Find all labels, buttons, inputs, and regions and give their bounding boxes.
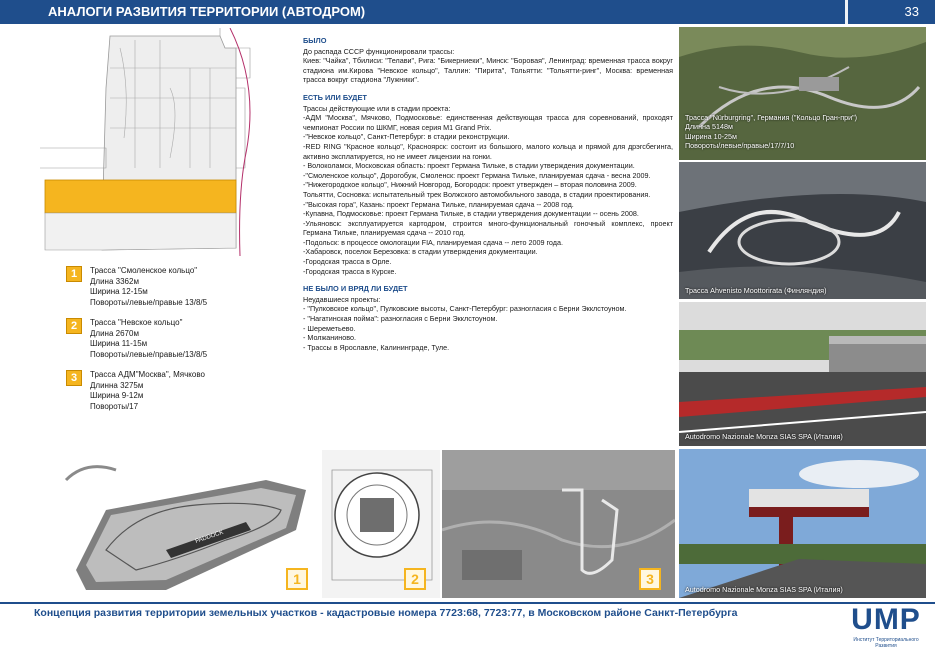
track-drawing xyxy=(46,450,318,598)
image-badge: 2 xyxy=(404,568,426,590)
legend-line: Длина 3362м xyxy=(90,276,139,286)
legend-line: Длина 2670м xyxy=(90,328,139,338)
section-line: -АДМ "Москва", Мячково, Подмосковье: единственная действующая трасса для соревнований, проходят чемпионат России по ШКМГ, новая серия M1 Grand Prix. xyxy=(303,113,673,132)
header-bar xyxy=(0,0,935,24)
company-logo xyxy=(842,603,930,657)
section-line: -"Невское кольцо", Санкт-Петербург: в стадии реконструкции. xyxy=(303,132,510,142)
text-column xyxy=(303,36,673,360)
grandstand-image xyxy=(679,302,926,446)
image-badge: 3 xyxy=(639,568,661,590)
section-line: Тольятти, Сосновка: испытательный трек Волжского автомобильного завода, в стадии проектирования. xyxy=(303,189,651,199)
section-line: - Трассы в Ярославле, Калининграде, Туле. xyxy=(303,342,450,352)
legend-item xyxy=(66,266,286,308)
section-line: -"Нижегородское кольцо", Нижний Новгород, Богородск: проект утвержден – вторая половина 2009. xyxy=(303,180,637,190)
photo-caption: Autodromo Nazionale Monza SIAS SPA (Италия) xyxy=(685,585,843,594)
section-line: -Ульяновск: эксплуатируется картодром, строится много-функциональный гоночный комплекс, проект Германа Тильке, планируемая сдача -- 2010 год. xyxy=(303,218,673,238)
track-image xyxy=(679,449,926,598)
legend-name: Трасса "Невское кольцо" xyxy=(90,318,183,327)
section-title: НЕ БЫЛО И ВРЯД ЛИ БУДЕТ xyxy=(303,284,408,294)
legend-line: Ширина 11-15м xyxy=(90,339,148,348)
photo-ahvenisto xyxy=(679,162,926,299)
photo-monza-1 xyxy=(679,302,926,446)
track-plan-nevsky xyxy=(322,450,440,598)
legend-line: Повороты/левые/правые 13/8/5 xyxy=(90,297,208,307)
photo-caption xyxy=(685,113,857,151)
photo-monza-2 xyxy=(679,449,926,598)
section-line: - Волоколамск, Московская область: проект Германа Тильке, в стадии утверждения документации. xyxy=(303,161,635,171)
section-line: -RED RING "Красное кольцо", Красноярск: состоит из большого, малого кольца и прямой для дрэгсбегинга, активно эксплатируется, но не имеет лицензии на гонки. xyxy=(303,141,673,161)
logo-mark: UMP xyxy=(851,603,921,636)
legend-badge: 1 xyxy=(66,266,82,282)
aerial-image xyxy=(679,162,926,299)
section-line: -"Смоленское кольцо", Дорогобуж, Смоленск: проект Германа Тильке, планируемая сдача - весна 2009. xyxy=(303,170,651,180)
caption-line: Повороты/левые/правые/17/7/10 xyxy=(685,141,795,151)
legend-line: Ширина 12-15м xyxy=(90,287,148,296)
track-legend xyxy=(66,266,286,422)
caption-line: Трасса "Nürburgring", Германия ("Кольцо Гран-при") xyxy=(685,113,858,122)
section-line: Киев: "Чайка", Тбилиси: "Телави", Рига: "Бикерниеки", Минск: "Боровая", Ленинград: временная трасса вокруг стадиона им.Кирова "Невское кольцо", Таллин: "Пирита", Тольятти: "Тольятти-ринг", Москва: временная трасса вокруг стадиона "Лужники". xyxy=(303,56,673,85)
photo-nurburgring xyxy=(679,27,926,160)
page-title: АНАЛОГИ РАЗВИТИЯ ТЕРРИТОРИИ (АВТОДРОМ) xyxy=(0,0,845,24)
section-is xyxy=(303,93,673,276)
photo-caption: Трасса Ahvenisto Moottorirata (Финляндия) xyxy=(685,286,827,295)
track-plan-smolensk xyxy=(46,450,318,598)
legend-line: Длинна 3275м xyxy=(90,380,144,390)
section-line: -Хабаровск, поселок Березовка: в стадии утверждения документации. xyxy=(303,247,538,257)
legend-name: Трасса АДМ"Москва", Мячково xyxy=(90,370,205,379)
caption-line: Длинна 5148м xyxy=(685,122,733,132)
footer-text: Концепция развития территории земельных участков - кадастровые номера 7723:68, 7723:77, в Московском районе Санкт-Петербурга xyxy=(34,607,738,619)
legend-item xyxy=(66,318,286,360)
legend-item xyxy=(66,370,286,412)
section-line: - "Нагатинская пойма": разногласия с Берни Экклстоуном. xyxy=(303,314,498,324)
logo-subtitle: Институт Территориального Развития xyxy=(853,637,919,649)
section-line: - "Пулковское кольцо", Пулковские высоты, Санкт-Петербург: разногласия с Берни Экклстоуном. xyxy=(303,304,627,314)
legend-badge: 3 xyxy=(66,370,82,386)
photo-caption: Autodromo Nazionale Monza SIAS SPA (Италия) xyxy=(685,432,843,441)
section-line: До распада СССР функционировали трассы: xyxy=(303,46,455,56)
page-number: 33 xyxy=(848,0,935,24)
section-line: Трассы действующие или в стадии проекта: xyxy=(303,103,451,113)
section-line: -Купавна, Подмосковье: проект Германа Тильке, в стадии утверждения документации -- осень 2008. xyxy=(303,209,639,219)
section-line: -"Высокая гора", Казань: проект Германа Тильке, планируемая сдача -- 2008 год. xyxy=(303,199,574,209)
legend-name: Трасса "Смоленское кольцо" xyxy=(90,266,198,275)
legend-line: Повороты/левые/правые/13/8/5 xyxy=(90,349,208,359)
image-badge: 1 xyxy=(286,568,308,590)
section-line: Неудавшиеся проекты: xyxy=(303,294,381,304)
section-title: ЕСТЬ ИЛИ БУДЕТ xyxy=(303,92,367,102)
section-line: - Молжаниново. xyxy=(303,333,356,343)
section-line: -Подольск: в процессе омологации FIA, планируемая сдача -- лето 2009 года. xyxy=(303,237,563,247)
site-plan xyxy=(40,28,275,256)
section-line: - Шереметьево. xyxy=(303,323,356,333)
caption-line: Ширина 10-25м xyxy=(685,131,737,141)
section-was xyxy=(303,36,673,85)
legend-line: Повороты/17 xyxy=(90,401,139,411)
aerial-photo-moscow xyxy=(442,450,675,598)
footer-divider xyxy=(0,602,935,604)
legend-line: Ширина 9-12м xyxy=(90,391,144,400)
section-line: -Городская трасса в Орле. xyxy=(303,257,392,267)
section-never xyxy=(303,284,673,352)
paddock-label: PADDOCK xyxy=(194,529,225,545)
section-line: -Городская трасса в Курске. xyxy=(303,266,397,276)
section-title: БЫЛО xyxy=(303,36,327,45)
legend-badge: 2 xyxy=(66,318,82,334)
